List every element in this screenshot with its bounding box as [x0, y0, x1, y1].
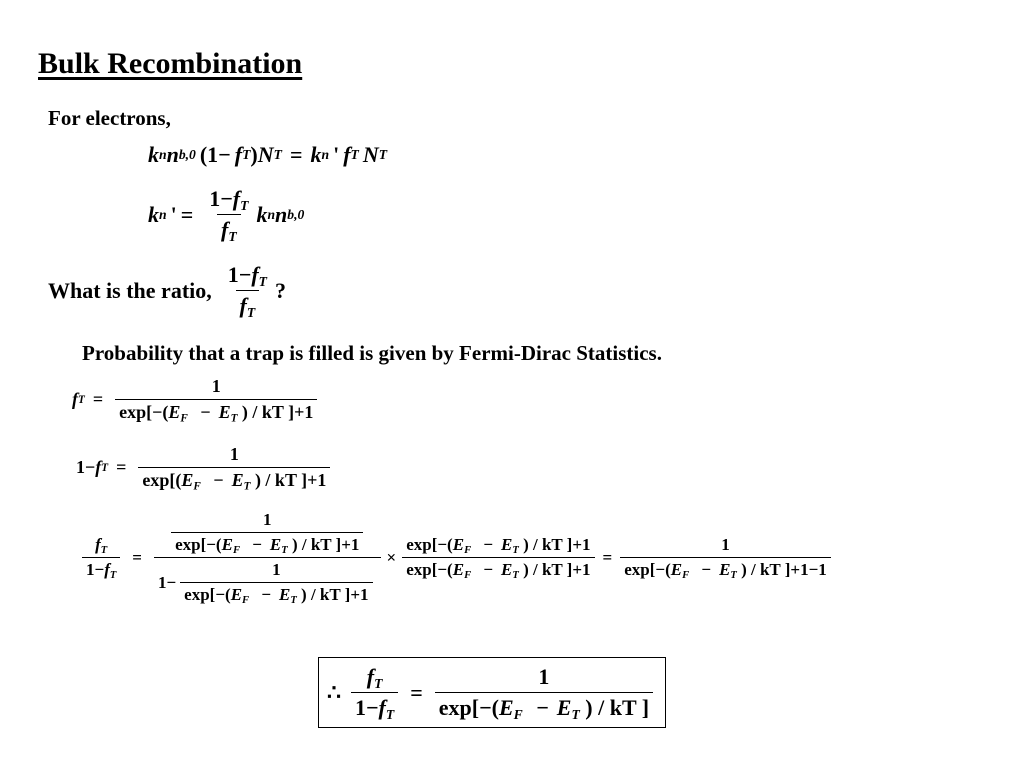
equation-ratio-derivation: $\frac{f_T}{1-f_T}$ = $\frac{1}{\exp[-(E_F - E_T ) / kT ]+1}$ 1− $\frac{1}{\exp[-(E_F - E_T ) / kT ]+1}$ × $\frac{\exp[-(E_F - E_T ) / kT ]+1}{\exp[-(E_F - E_T ) / kT ]+1}$ = $\frac{1}{\exp[-(E_F - E_T ) / kT ]+1-1}$ [78, 510, 835, 605]
ratio-question: What is the ratio, $\frac{1-f_T}{f_T}$ ? [48, 262, 286, 321]
fermi-dirac-statement: Probability that a trap is filled is given by Fermi-Dirac Statistics. [82, 341, 662, 365]
equation-kn-prime: k n ' = $\frac{1-f_T}{f_T}$ k n n b,0 [148, 186, 305, 245]
intro-text: For electrons, [48, 106, 171, 130]
equation-fT: f T = $\frac{1}{\exp[-(E_F - E_T ) / kT ]+1}$ [72, 376, 321, 423]
equation-one-minus-fT: 1− f T = $\frac{1}{\exp[(E_F - E_T ) / kT ]+1}$ [76, 444, 334, 491]
boxed-result: ∴ $\frac{f_T}{1-f_T}$ = $\frac{1}{\exp[-(E_F - E_T ) / kT ]}$ [318, 657, 666, 728]
equation-detailed-balance: k n n b,0 (1− f T ) N T = k n ' f T N T [148, 142, 388, 167]
page-title: Bulk Recombination [38, 47, 303, 80]
